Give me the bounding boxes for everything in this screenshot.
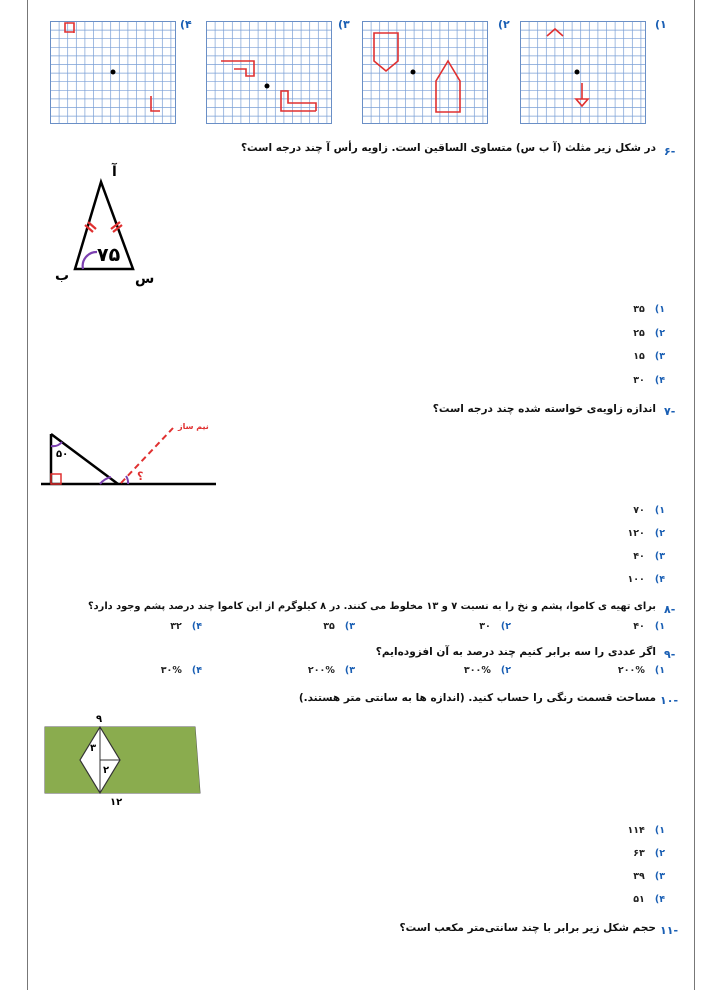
grid-label-2: ۲) [498,18,510,31]
shape-lower [151,96,160,111]
grid-label-4: ۴) [180,18,192,31]
q8-text: برای تهیه ی کاموا، پشم و نخ را به نسبت ۷ و ۱۳ مخلوط می کنند. در ۸ کیلوگرم از این کاموا چند درصد پشم وجود دارد؟ [87,601,656,612]
q9-option-3[interactable]: ۳)۲۰۰% [307,665,355,676]
vertex-right-label: س [135,271,155,287]
q9-option-4[interactable]: ۴)۳۰% [160,665,202,676]
q10-option-4[interactable]: ۴)۵۱ [633,894,665,905]
angle-50-label: ۵۰ [56,449,69,460]
q8-option-2[interactable]: ۲)۳۰ [479,621,511,632]
grid-option-1 [520,21,646,124]
q6-option-3[interactable]: ۳)۱۵ [633,351,665,362]
q9-text: اگر عددی را سه برابر کنیم چند درصد به آن افزوده‌ایم؟ [375,646,656,658]
q8-option-1[interactable]: ۱)۴۰ [633,621,665,632]
bisector-label: نیم ساز [178,422,209,431]
q10-number: -۱۰ [660,694,679,707]
angle-arc [83,252,97,269]
angle-label: ۷۵ [97,244,121,266]
q7-option-1[interactable]: ۱)۷۰ [633,505,665,516]
q7-figure [38,418,223,493]
q7-option-4[interactable]: ۴)۱۰۰ [627,574,665,585]
bottom-length-label: ۱۲ [110,797,123,808]
right-angle-mark [51,474,61,484]
q11-text: حجم شکل زیر برابر با چند سانتی‌متر مکعب است؟ [399,922,656,934]
q9-option-1[interactable]: ۱)۲۰۰% [617,665,665,676]
q9-number: -۹ [664,648,676,661]
center-dot [265,84,270,89]
shape-upper [65,23,74,33]
q7-option-2[interactable]: ۲)۱۲۰ [627,528,665,539]
grid-option-2 [362,21,488,124]
q6-triangle-figure [45,160,175,290]
q7-text: اندازه زاویه‌ی خواسته شده چند درجه است؟ [432,403,656,415]
grid-option-3 [206,21,332,124]
center-dot [575,70,580,75]
q8-option-3[interactable]: ۳)۳۵ [323,621,355,632]
trapezoid-fill [45,727,200,793]
q6-number: -۶ [664,145,676,158]
q8-option-4[interactable]: ۴)۳۲ [170,621,202,632]
q10-text: مساحت قسمت رنگی را حساب کنید. (اندازه ها به سانتی متر هستند.) [298,692,656,704]
center-dot [111,70,116,75]
q6-option-4[interactable]: ۴)۳۰ [633,375,665,386]
shape-upper [221,61,254,76]
vertex-left-label: ب [55,268,70,284]
grid-label-3: ۳) [338,18,350,31]
q9-option-2[interactable]: ۲)۳۰۰% [463,665,511,676]
grid-label-1: ۱) [655,18,667,31]
q10-figure [40,708,210,808]
q10-option-1[interactable]: ۱)۱۱۴ [627,825,665,836]
bisector-line [121,428,173,483]
height-label: ۳ [90,743,97,754]
q8-number: -۸ [664,603,676,616]
q6-text: در شکل زیر مثلث (آ ب س) متساوی الساقین است. زاویه رأس آ چند درجه است؟ [240,142,656,154]
half-diagonal-label: ۲ [103,765,110,776]
angle-arc-50 [51,442,62,446]
q6-option-1[interactable]: ۱)۳۵ [633,304,665,315]
q11-number: -۱۱ [660,924,679,937]
q10-option-2[interactable]: ۲)۶۳ [633,848,665,859]
top-length-label: ۹ [96,714,103,725]
center-dot [411,70,416,75]
q7-option-3[interactable]: ۳)۴۰ [633,551,665,562]
unknown-angle-label: ؟ [137,470,144,483]
shape-lower [576,83,588,106]
vertex-top-label: آ [112,164,117,180]
shape-lower [281,91,316,111]
q6-option-2[interactable]: ۲)۲۵ [633,328,665,339]
q10-option-3[interactable]: ۳)۳۹ [633,871,665,882]
grid-option-4 [50,21,176,124]
q7-number: -۷ [664,405,676,418]
